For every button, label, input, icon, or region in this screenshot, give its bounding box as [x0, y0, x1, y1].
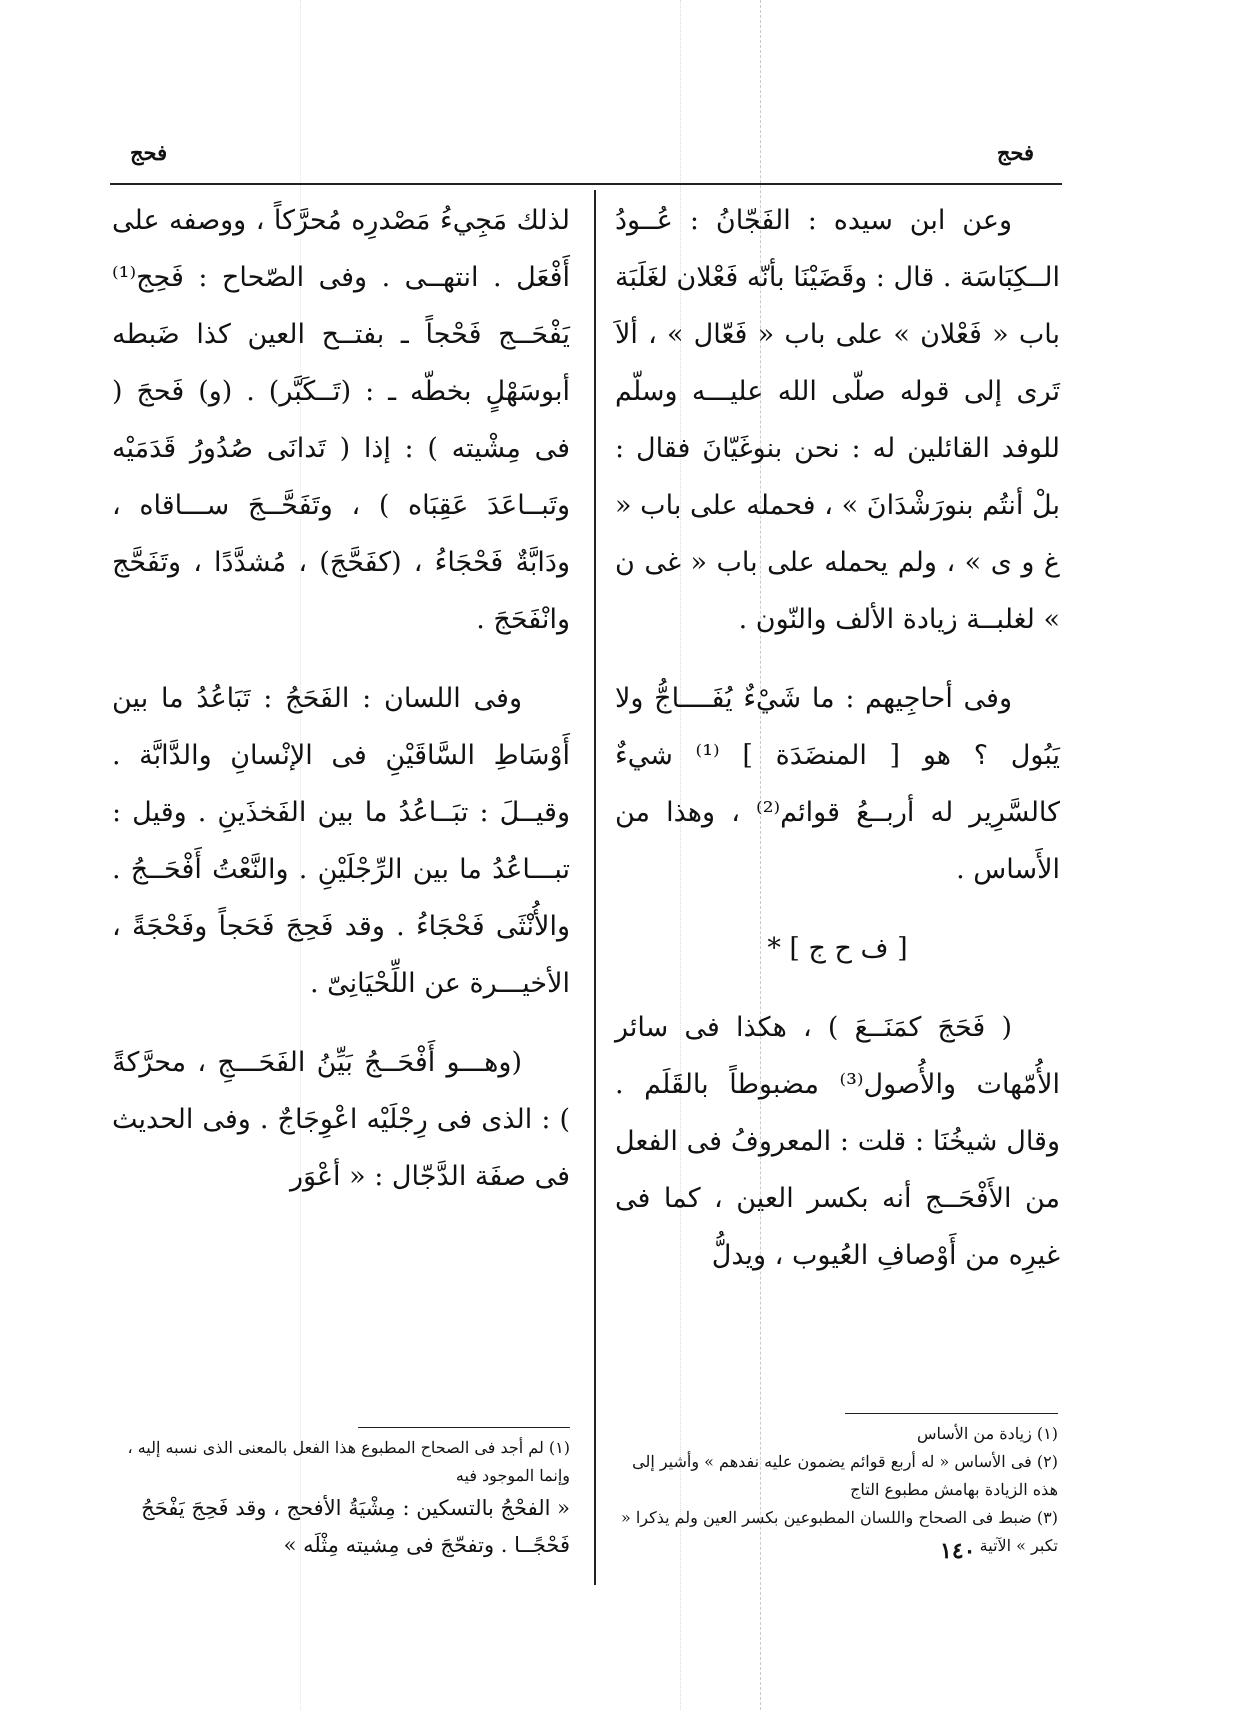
entry-heading: [ ف ح ج ] * [767, 933, 908, 964]
paragraph: (وهـــو أَفْحَــجُ بَيِّنُ الفَحَـــجِ ، محرَّكةً ) : الذى فى رِجْلَيْه اعْوِجَاجٌ . وفى الحديث فى صفَة الدَّجّال : « أعْوَر [112, 1047, 570, 1192]
footnote-rule [358, 1427, 570, 1428]
footnote: (٣) ضبط فى الصحاح واللسان المطبوعين بكسر العين ولم يذكرا « تكبر » الآتية [620, 1508, 1058, 1555]
paragraph: وعن ابن سيده : الفَجّانُ : عُــودُ الــكِبَاسَة . قال : وقَضَيْنَا بأنّه فَعْلان لغَلَبَة باب « فَعْلان » على باب « فَعّال » ، ألاَ تَرى إلى قوله صلّى الله عليـــه وسلّم للوفد القائلين له : نحن بنوغَيّانَ فقال : بلْ أنتُم بنورَشْدَانَ » ، فحمله على باب « غ و ى » ، ولم يحمله على باب « غى ن » لغلبــة زيادة الألف والنّون . [615, 205, 1060, 635]
footnote: (٢) فى الأساس « له أربع قوائم يضمون عليه نفدهم » وأشير إلى هذه الزيادة بهامش مطبوع التاج [632, 1452, 1058, 1499]
running-header-right: فحج [996, 140, 1034, 165]
left-column [112, 192, 570, 1227]
footnotes-right [615, 1420, 1058, 1560]
paragraph: وفى اللسان : الفَحَجُ : تَبَاعُدُ ما بين أَوْسَاطِ السَّاقَيْنِ فى الإنْسانِ والدَّابَّة . وقيــلَ : تبَــاعُدُ ما بين الفَخذَينِ . وقيل : تبـــاعُدُ ما بين الرِّجْلَيْنِ . والنَّعْتُ أَفْحَــجُ . والأُنْثَى فَحْجَاءُ . وقد فَحِجَ فَحَجاً وفَحْجَةً ، الأخيـــرة عن اللِّحْيَانِىّ . [112, 683, 570, 999]
paragraph: لذلك مَجِيءُ مَصْدرِه مُحرَّكاً ، ووصفه على أَفْعَل . انتهــى . وفى الصّحاح : فَحِج⁽¹⁾ يَفْحَــج فَحْجاً ـ بفتــح العين كذا ضَبطه أبوسَهْلٍ بخطّه ـ : (تَــكَبَّر) . (و) فَحجَ ( فى مِشْيته ) : إذا ( تَدانَى صُدُورُ قَدَمَيْه وتَبــاعَدَ عَقِبَاه ) ، وتَفَحَّــجَ ســـاقاه ، ودَابَّةٌ فَحْجَاءُ ، (كفَحَّجَ) ، مُشدَّدًا ، وتَفَحَّج وانْفَحَجَ . [112, 205, 570, 635]
header-rule [110, 183, 1062, 185]
footnote-rule [845, 1413, 1058, 1414]
paragraph: وفى أحاجِيهم : ما شَيْءٌ يُفَــــاجُّ ولا يَبُول ؟ هو [ المنضَدَة ] ⁽¹⁾ شيءٌ كالسَّرِير له أربــعُ قوائم⁽²⁾ ، وهذا من الأَساس . [615, 683, 1061, 885]
footnote: (١) زيادة من الأساس [916, 1424, 1058, 1443]
running-header-left: فحج [130, 140, 168, 165]
page-number: ١٤٠ [940, 1538, 976, 1564]
right-column [615, 192, 1060, 1306]
footnote: (١) لم أجد فى الصحاح المطبوع هذا الفعل بالمعنى الذى نسبه إليه ، وإنما الموجود فيه [127, 1438, 570, 1485]
footnotes-left [112, 1434, 570, 1564]
column-divider [594, 190, 596, 1585]
paragraph: ( فَحَجَ كمَنَــعَ ) ، هكذا فى سائر الأُمّهات والأُصول⁽³⁾ مضبوطاً بالقَلَم . وقال شيخُنَا : قلت : المعروفُ فى الفعل من الأَفْحَــج أنه بكسر العين ، كما فى غيرِه من أَوْصافِ العُيوب ، ويدلُّ [615, 1012, 1060, 1271]
footnote-quote: « الفحْجُ بالتسكين : مِشْيَةُ الأفحج ، وقد فَحِجَ يَفْحَجُ فَحْجًــا . وتفحّجَ فى مِشيته مِثْلَه » [141, 1496, 570, 1557]
